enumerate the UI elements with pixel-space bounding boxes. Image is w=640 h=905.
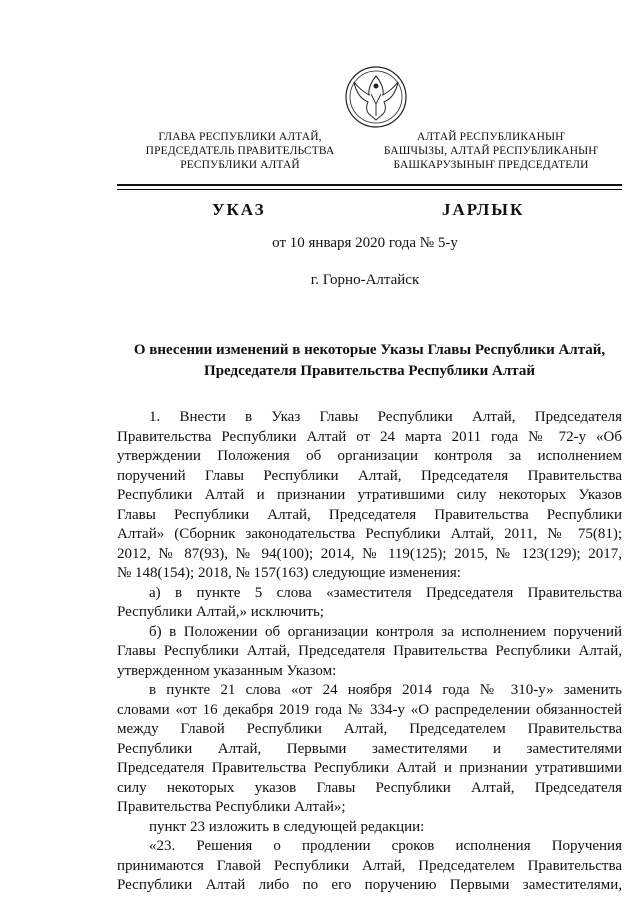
body-line: Республики Алтай,» исключить; bbox=[117, 604, 324, 620]
header-right bbox=[376, 130, 606, 172]
body-line: пункт 23 изложить в следующей редакции: bbox=[149, 818, 425, 835]
header-right-line: БАШЧЫЗЫ, АЛТАЙ РЕСПУБЛИКАНЫҤ bbox=[383, 145, 599, 157]
body-line: Главы Республики Алтай, Председателя Правительства Республики bbox=[117, 506, 622, 523]
document-body bbox=[117, 408, 622, 896]
body-line: между Главой Республики Алтай, Председателем Правительства bbox=[117, 721, 622, 737]
body-line: в пункте 21 слова «от 24 ноября 2014 года № 310-у» заменить bbox=[149, 682, 622, 698]
body-line: утверждении Положения об организации контроля за исполнением bbox=[117, 448, 622, 464]
body-line: а) в пункте 5 слова «заместителя Председателя Правительства bbox=[149, 584, 622, 601]
doc-type-russian: УКАЗ bbox=[212, 200, 266, 219]
body-line: Республики Алтай и признании утратившими силу некоторых Указов bbox=[117, 487, 622, 503]
document-city: г. Горно-Алтайск bbox=[310, 272, 420, 288]
body-line: Алтай» (Сборник законодательства Республики Алтай, 2011, № 75(81); bbox=[117, 526, 622, 542]
title-line: О внесении изменений в некоторые Указы Главы Республики Алтай, bbox=[133, 342, 606, 358]
body-line: словами «от 16 декабря 2019 года № 334-у «О распределении обязанностей bbox=[117, 701, 622, 718]
body-line: 1. Внести в Указ Главы Республики Алтай, Председателя bbox=[149, 409, 622, 425]
coat-of-arms-icon bbox=[344, 64, 408, 130]
body-line: Председателя Правительства Республики Алтай и признании утратившими bbox=[117, 760, 622, 776]
body-line: утвержденном указанным Указом: bbox=[117, 662, 337, 679]
document-date: от 10 января 2020 года № 5-у bbox=[272, 235, 458, 251]
header-left-line: ПРЕДСЕДАТЕЛЬ ПРАВИТЕЛЬСТВА bbox=[145, 145, 335, 157]
body-line: № 148(154); 2018, № 157(163) следующие изменения: bbox=[117, 565, 461, 581]
body-line: б) в Положении об организации контроля за исполнением поручений bbox=[149, 623, 622, 640]
header-right-line: БАШКАРУЗЫНЫҤ ПРЕДСЕДАТЕЛИ bbox=[393, 159, 589, 171]
body-line: «23. Решения о продлении сроков исполнения Поручения bbox=[149, 838, 622, 854]
body-line: Республики Алтай, Первыми заместителями и заместителями bbox=[117, 740, 622, 757]
header-left-line: ГЛАВА РЕСПУБЛИКИ АЛТАЙ, bbox=[158, 131, 322, 143]
title-line: Председателя Правительства Республики Алтай bbox=[204, 363, 535, 379]
body-line: силу некоторых указов Главы Республики Алтай, Председателя bbox=[117, 779, 622, 796]
header-divider-thin bbox=[117, 189, 622, 190]
body-line: Правительства Республики Алтай от 24 марта 2011 года № 72-у «Об bbox=[117, 428, 622, 445]
header-left-line: РЕСПУБЛИКИ АЛТАЙ bbox=[180, 159, 300, 171]
document-title bbox=[117, 340, 622, 382]
body-line: Правительства Республики Алтай»; bbox=[117, 799, 346, 815]
header-divider bbox=[117, 184, 622, 186]
body-line: Главы Республики Алтай, Председателя Правительства Республики Алтай, bbox=[117, 643, 622, 659]
doc-type-altai: ЈАРЛЫК bbox=[442, 200, 525, 219]
body-line: принимаются Главой Республики Алтай, Председателем Правительства bbox=[117, 857, 622, 874]
header-right-line: АЛТАЙ РЕСПУБЛИКАНЫҤ bbox=[417, 131, 565, 143]
body-line: 2012, № 87(93), № 94(100); 2014, № 119(125); 2015, № 123(129); 2017, bbox=[117, 545, 622, 562]
header-left bbox=[140, 130, 340, 172]
body-line: поручений Главы Республики Алтай, Председателя Правительства bbox=[117, 467, 622, 484]
body-line: Республики Алтай либо по его поручению Первыми заместителями, bbox=[117, 877, 622, 893]
